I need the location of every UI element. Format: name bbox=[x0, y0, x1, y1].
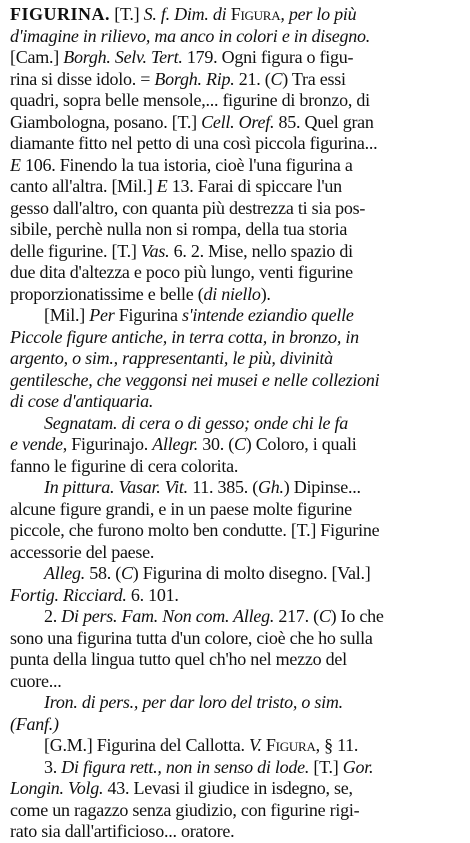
text-segment: Gh. bbox=[258, 477, 284, 497]
text-line bbox=[10, 434, 460, 456]
text-segment: Giambologna, posano. [T.] bbox=[10, 111, 202, 132]
text-segment: Di figura rett., non in senso di lode. bbox=[61, 756, 310, 777]
text-segment: Cell. Oref. bbox=[201, 111, 275, 132]
text-segment: delle figurine. [T.] bbox=[10, 240, 141, 261]
text-segment: gesso dall'altro, con quanta più destrezza ti sia pos- bbox=[10, 197, 366, 218]
text-segment: (Fanf.) bbox=[10, 713, 59, 734]
text-segment: Per bbox=[89, 305, 115, 325]
text-segment: C bbox=[121, 563, 133, 583]
text-segment: 11. 385. ( bbox=[187, 477, 259, 497]
text-line bbox=[10, 26, 460, 48]
text-segment: 43. Levasi il giudice in isdegno, se, bbox=[103, 778, 353, 798]
text-segment: rato sia dall'artificioso... oratore. bbox=[10, 821, 235, 841]
text-line bbox=[10, 499, 460, 521]
text-segment: Longin. Volg. bbox=[10, 778, 104, 798]
text-line bbox=[10, 133, 460, 155]
text-line bbox=[10, 563, 460, 585]
dictionary-entry-figurina bbox=[10, 4, 460, 843]
text-line bbox=[10, 800, 460, 822]
text-segment: 179. Ogni figura o figu- bbox=[182, 47, 354, 67]
text-segment: 6. 101. bbox=[126, 584, 179, 605]
text-line bbox=[10, 90, 460, 112]
text-line bbox=[10, 542, 460, 564]
text-segment: diamante fitto nel petto di una così piccola figurina... bbox=[10, 133, 378, 153]
text-segment: ). bbox=[260, 283, 271, 304]
text-segment: 6. 2. Mise, nello spazio di bbox=[169, 240, 353, 261]
text-line bbox=[10, 606, 460, 628]
text-segment: canto all'altra. [Mil.] bbox=[10, 176, 157, 196]
text-line bbox=[10, 821, 460, 843]
text-segment: V. bbox=[248, 735, 262, 755]
text-segment: sibile, perchè nulla non si rompa, della tua storia bbox=[10, 219, 348, 239]
text-line bbox=[10, 327, 460, 349]
text-line bbox=[10, 348, 460, 370]
text-line bbox=[10, 176, 460, 198]
text-line bbox=[10, 520, 460, 542]
text-segment: e vende bbox=[10, 434, 63, 454]
text-line bbox=[10, 778, 460, 800]
text-segment: Figura bbox=[265, 735, 316, 755]
text-segment: Fortig. Ricciard. bbox=[10, 584, 127, 605]
text-segment: Alleg. bbox=[44, 563, 85, 583]
text-segment: proporzionatissime e belle ( bbox=[10, 283, 204, 304]
text-segment: [Mil.] bbox=[44, 305, 90, 325]
text-line bbox=[10, 112, 460, 134]
text-segment: 3. bbox=[44, 756, 62, 777]
text-segment: 217. ( bbox=[274, 606, 319, 626]
text-line bbox=[10, 219, 460, 241]
text-segment: ) Coloro, i quali bbox=[245, 434, 357, 454]
text-segment: quadri, sopra belle mensole,... figurine di bronzo, di bbox=[10, 90, 370, 110]
text-segment: punta della lingua tutto quel ch'ho nel mezzo del bbox=[10, 649, 347, 669]
text-line bbox=[10, 628, 460, 650]
text-segment: Segnatam. di cera o di gesso; onde chi le fa bbox=[44, 412, 348, 433]
text-segment: ) Tra essi bbox=[282, 68, 346, 89]
text-segment: fanno le figurine di cera colorita. bbox=[10, 455, 239, 476]
text-segment: , per lo più bbox=[280, 4, 357, 24]
text-segment: alcune figure grandi, e in un paese molte figurine bbox=[10, 498, 352, 519]
text-segment: 21. ( bbox=[234, 68, 271, 89]
text-segment: cuore... bbox=[10, 670, 62, 691]
text-segment: come un ragazzo senza giudizio, con figurine rigi- bbox=[10, 799, 360, 820]
text-line bbox=[10, 284, 460, 306]
text-line bbox=[10, 477, 460, 499]
text-segment: gentilesche, che veggonsi nei musei e nelle collezioni bbox=[10, 369, 380, 390]
text-segment: 30. ( bbox=[197, 434, 234, 454]
text-line bbox=[10, 370, 460, 392]
text-segment: [Cam.] bbox=[10, 47, 64, 67]
text-segment: C bbox=[270, 68, 283, 89]
text-line bbox=[10, 198, 460, 220]
text-segment: accessorie del paese. bbox=[10, 541, 155, 562]
text-segment: [G.M.] Figurina del Callotta. bbox=[44, 735, 249, 755]
text-segment: 106. Finendo la tua istoria, cioè l'una figurina a bbox=[20, 154, 353, 175]
text-segment: , Figurinajo. bbox=[62, 434, 153, 454]
text-segment: [T.] bbox=[110, 4, 144, 24]
text-segment: Figura bbox=[230, 4, 281, 24]
text-segment: Vas. bbox=[140, 240, 170, 261]
text-segment: Borgh. Selv. Tert. bbox=[63, 47, 183, 67]
text-line bbox=[10, 413, 460, 435]
text-line bbox=[10, 714, 460, 736]
text-segment: Gor. bbox=[342, 756, 374, 777]
text-segment: Iron. di pers., per dar loro del tristo, o sim. bbox=[44, 692, 343, 712]
text-segment: In pittura. Vasar. Vit. bbox=[44, 477, 188, 497]
text-segment: Figurina bbox=[114, 305, 182, 325]
text-segment: E bbox=[10, 154, 21, 175]
text-segment: [T.] bbox=[309, 756, 343, 777]
text-segment: 13. Farai di spiccare l'un bbox=[167, 176, 342, 196]
text-segment: C bbox=[318, 606, 331, 626]
text-line bbox=[10, 262, 460, 284]
text-segment: Allegr. bbox=[152, 434, 198, 454]
text-segment: Borgh. Rip. bbox=[154, 68, 235, 89]
text-segment: Piccole figure antiche, in terra cotta, in bronzo, in bbox=[10, 326, 359, 347]
text-line bbox=[10, 241, 460, 263]
text-segment: piccole, che furono molto ben condutte. [T.] Figurine bbox=[10, 520, 380, 540]
text-segment: s'intende eziandio quelle bbox=[182, 305, 354, 325]
text-segment: ) Io che bbox=[330, 606, 384, 626]
text-line bbox=[10, 155, 460, 177]
text-segment: ) Dipinse... bbox=[283, 477, 361, 497]
text-segment: C bbox=[233, 434, 246, 454]
text-line bbox=[10, 305, 460, 327]
text-line bbox=[10, 649, 460, 671]
text-line bbox=[10, 69, 460, 91]
text-segment: di niello bbox=[203, 283, 261, 304]
text-segment: 58. ( bbox=[85, 563, 121, 583]
text-segment: Di pers. Fam. Non com. Alleg. bbox=[61, 606, 275, 626]
text-line bbox=[10, 585, 460, 607]
text-segment: , § 11. bbox=[315, 735, 359, 755]
text-segment: 85. Quel gran bbox=[274, 111, 374, 132]
text-line bbox=[10, 735, 460, 757]
text-line bbox=[10, 671, 460, 693]
text-line bbox=[10, 47, 460, 69]
text-segment: d'imagine in rilievo, ma anco in colori e in disegno. bbox=[10, 25, 371, 46]
text-line bbox=[10, 456, 460, 478]
text-segment: ) Figurina di molto disegno. [Val.] bbox=[132, 563, 371, 583]
text-segment: argento, o sim., rappresentanti, le più, divinità bbox=[10, 348, 333, 368]
text-line bbox=[10, 391, 460, 413]
text-segment: E bbox=[156, 176, 168, 196]
text-segment: 2. bbox=[44, 606, 62, 626]
text-segment: di cose d'antiquaria. bbox=[10, 391, 154, 411]
headword: FIGURINA. bbox=[10, 4, 111, 24]
text-line bbox=[10, 4, 460, 26]
text-segment: due dita d'altezza e poco più lungo, venti figurine bbox=[10, 262, 353, 282]
text-segment: S. f. Dim. di bbox=[143, 4, 231, 24]
text-segment: sono una figurina tutta d'un colore, cioè che ho sulla bbox=[10, 627, 373, 648]
text-segment: rina si disse idolo. = bbox=[10, 68, 155, 89]
text-line bbox=[10, 757, 460, 779]
text-line bbox=[10, 692, 460, 714]
